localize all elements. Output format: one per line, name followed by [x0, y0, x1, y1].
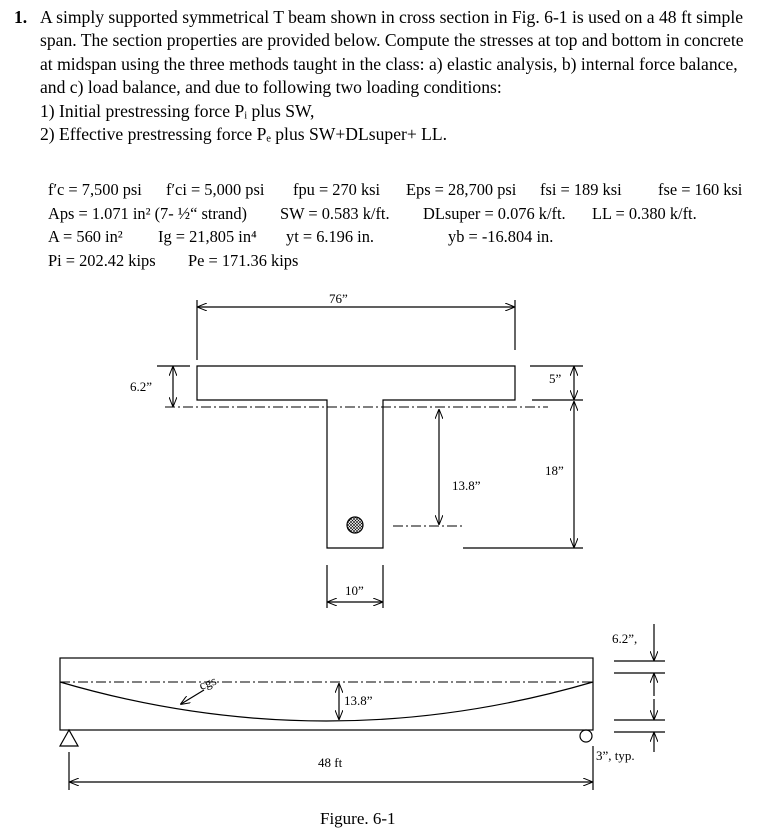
prop-ll: LL = 0.380 k/ft. [592, 203, 697, 223]
prop-ig: Ig = 21,805 in⁴ [158, 227, 257, 246]
beam-elevation [60, 658, 593, 730]
label-side-top: 6.2”, [612, 631, 638, 646]
prop-fpu: fpu = 270 ksi [293, 180, 381, 199]
label-side-bottom: 3”, typ. [596, 748, 635, 763]
roller-support [580, 730, 592, 742]
prop-pe: Pe = 171.36 kips [188, 250, 299, 270]
label-flange-5: 5” [549, 371, 562, 386]
problem-number: 1. [14, 7, 28, 27]
prop-fci: f′ci = 5,000 psi [166, 180, 265, 199]
condition-1: 1) Initial prestressing force Pᵢ plus SW, [40, 100, 315, 121]
figure-caption: Figure. 6-1 [320, 809, 396, 828]
prop-area: A = 560 in² [48, 227, 123, 246]
problem-body: A simply supported symmetrical T beam shown in cross section in Fig. 6-1 is used on a 48 ft simple span. The section properties are provided below. Compute the stresses at top and bottom in concrete at midspan using the three methods taught in the class: a) elastic analysis, b) internal force balance, and c) load balance, and due to following two loading conditions: [40, 7, 744, 98]
prop-fse: fse = 160 ksi [658, 180, 743, 199]
strand-circle [347, 517, 363, 533]
label-total-depth: 18” [545, 463, 564, 478]
label-flange-thickness: 6.2” [130, 379, 153, 394]
prop-sw: SW = 0.583 k/ft. [280, 203, 390, 223]
pin-support [60, 730, 78, 746]
tendon-profile [60, 682, 593, 721]
prop-eps: Eps = 28,700 psi [406, 180, 517, 199]
label-web-width: 10” [345, 583, 364, 598]
prop-dlsuper: DLsuper = 0.076 k/ft. [423, 203, 566, 223]
condition-2: 2) Effective prestressing force Pₑ plus SW+DLsuper+ LL. [40, 124, 448, 145]
label-cgs-depth: 13.8” [452, 478, 481, 493]
prop-pi: Pi = 202.42 kips [48, 250, 156, 270]
prop-yt: yt = 6.196 in. [286, 227, 375, 246]
prop-fsi: fsi = 189 ksi [540, 180, 622, 199]
label-flange-width: 76” [329, 291, 348, 306]
prop-aps: Aps = 1.071 in² (7- ½“ strand) [48, 203, 247, 223]
label-span: 48 ft [318, 755, 343, 770]
label-eccentricity: 13.8” [344, 693, 373, 708]
prop-yb: yb = -16.804 in. [448, 227, 554, 246]
cgs-leader [181, 690, 204, 704]
prop-fc: f′c = 7,500 psi [48, 180, 142, 199]
label-cgs: cgs [196, 672, 219, 693]
